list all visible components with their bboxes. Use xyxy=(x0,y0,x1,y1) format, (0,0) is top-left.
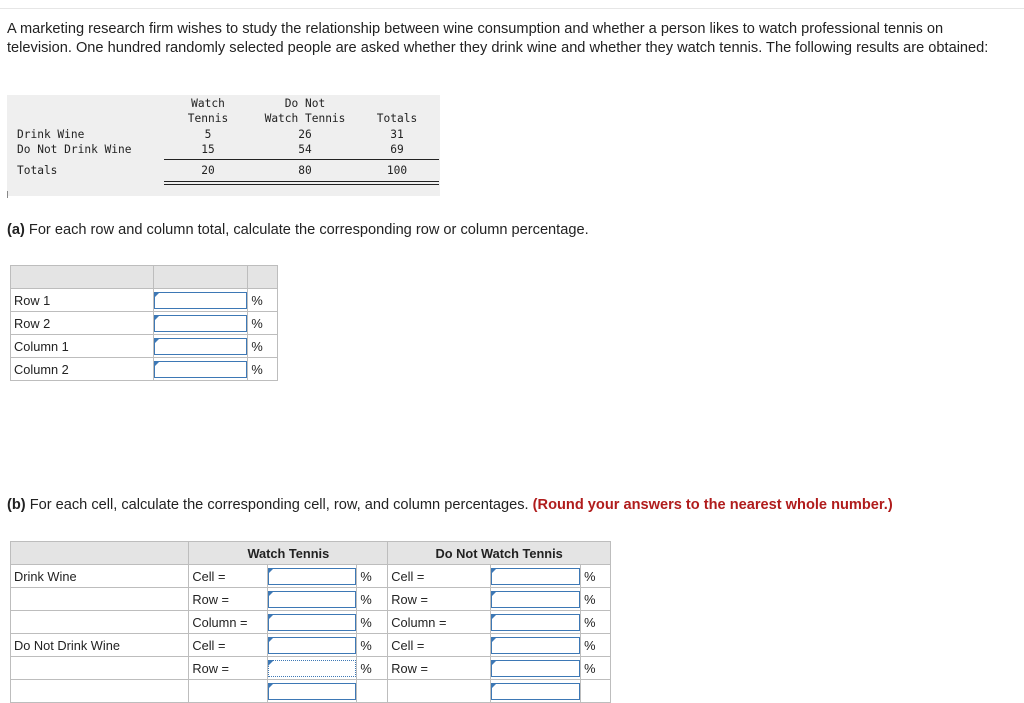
label-row: Row = xyxy=(388,588,491,611)
part-a-header-blank xyxy=(11,266,154,289)
row-label-totals: Totals xyxy=(17,164,58,177)
row-1-percent-input[interactable] xyxy=(154,292,248,309)
part-a-table xyxy=(10,265,278,381)
double-line-bottom xyxy=(164,184,439,185)
row-label-drink-wine: Drink Wine xyxy=(17,128,85,141)
row-label-not-drink: Do Not Drink Wine xyxy=(17,143,132,156)
row-label-blank xyxy=(11,657,189,680)
percent-sign: % xyxy=(248,312,278,335)
part-a-row-label: Column 2 xyxy=(11,358,154,381)
percent-blank xyxy=(357,680,388,703)
column-2-percent-input[interactable] xyxy=(154,361,248,378)
part-b-header-blank xyxy=(11,542,189,565)
row-label-blank xyxy=(11,588,189,611)
cell-drink-notwatch: 26 xyxy=(298,128,312,141)
drink-watch-row-input[interactable] xyxy=(268,591,357,608)
part-a-row-label: Column 1 xyxy=(11,335,154,358)
table-corner-mark xyxy=(7,191,8,198)
label-cell: Cell = xyxy=(189,565,267,588)
percent-sign: % xyxy=(357,657,388,680)
cell-notdrink-notwatch: 54 xyxy=(298,143,312,156)
col-header-watch-2: Tennis xyxy=(187,112,229,125)
part-b-table xyxy=(10,541,611,703)
problem-intro: A marketing research firm wishes to study the relationship between wine consumption and whether a person likes to watch professional tennis on television. One hundred randomly selected people are asked whether they drink wine and whether they watch tennis. The following results are obtained: xyxy=(7,21,989,56)
percent-sign: % xyxy=(248,289,278,312)
label-row: Row = xyxy=(189,657,267,680)
part-b-question xyxy=(7,497,893,513)
part-a-row-label: Row 1 xyxy=(11,289,154,312)
drink-notwatch-row-input[interactable] xyxy=(491,591,580,608)
label-column: Column = xyxy=(388,611,491,634)
row-label-blank xyxy=(11,611,189,634)
cell-drink-total: 31 xyxy=(390,128,404,141)
percent-sign: % xyxy=(357,588,388,611)
percent-blank xyxy=(581,680,611,703)
notdrink-watch-row-input[interactable] xyxy=(268,660,357,677)
label-row: Row = xyxy=(189,588,267,611)
part-a-header-blank xyxy=(153,266,248,289)
rounding-instruction: (Round your answers to the nearest whole number.) xyxy=(532,497,893,513)
label-row: Row = xyxy=(388,657,491,680)
part-a-header-blank xyxy=(248,266,278,289)
drink-watch-cell-input[interactable] xyxy=(268,568,357,585)
notdrink-notwatch-cell-input[interactable] xyxy=(491,637,580,654)
header-watch-tennis: Watch Tennis xyxy=(189,542,388,565)
percent-sign: % xyxy=(581,657,611,680)
part-b-text: For each cell, calculate the corresponding cell, row, and column percentages. xyxy=(29,497,529,513)
drink-watch-column-input[interactable] xyxy=(268,614,357,631)
part-a-question xyxy=(7,222,589,238)
label-cell: Cell = xyxy=(189,634,267,657)
col-header-notwatch-2: Watch Tennis xyxy=(264,112,346,125)
drink-notwatch-column-input[interactable] xyxy=(491,614,580,631)
col-header-notwatch-1: Do Not xyxy=(284,97,326,110)
header-do-not-watch-tennis: Do Not Watch Tennis xyxy=(388,542,611,565)
notdrink-watch-column-input[interactable] xyxy=(268,683,357,700)
percent-sign: % xyxy=(357,634,388,657)
label-blank xyxy=(189,680,267,703)
cell-notdrink-total: 69 xyxy=(390,143,404,156)
notdrink-notwatch-column-input[interactable] xyxy=(491,683,580,700)
label-cell: Cell = xyxy=(388,565,491,588)
top-divider xyxy=(0,8,1024,9)
contingency-table xyxy=(7,95,440,196)
cell-total-notwatch: 80 xyxy=(298,164,312,177)
col-header-watch-1: Watch xyxy=(191,97,225,110)
drink-notwatch-cell-input[interactable] xyxy=(491,568,580,585)
percent-sign: % xyxy=(248,335,278,358)
percent-sign: % xyxy=(248,358,278,381)
label-cell: Cell = xyxy=(388,634,491,657)
percent-sign: % xyxy=(357,611,388,634)
label-column: Column = xyxy=(189,611,267,634)
double-line-top xyxy=(164,181,439,182)
notdrink-notwatch-row-input[interactable] xyxy=(491,660,580,677)
part-b-label: (b) xyxy=(7,497,26,513)
percent-sign: % xyxy=(581,588,611,611)
column-1-percent-input[interactable] xyxy=(154,338,248,355)
row-label-blank xyxy=(11,680,189,703)
percent-sign: % xyxy=(581,611,611,634)
part-a-label: (a) xyxy=(7,222,25,238)
cell-notdrink-watch: 15 xyxy=(201,143,215,156)
col-header-totals: Totals xyxy=(376,112,418,125)
cell-total-watch: 20 xyxy=(201,164,215,177)
cell-drink-watch: 5 xyxy=(204,128,212,141)
part-a-row-label: Row 2 xyxy=(11,312,154,335)
notdrink-watch-cell-input[interactable] xyxy=(268,637,357,654)
cell-total-total: 100 xyxy=(386,164,408,177)
row-label-drink-wine: Drink Wine xyxy=(11,565,189,588)
sum-line xyxy=(164,159,439,160)
row-2-percent-input[interactable] xyxy=(154,315,248,332)
percent-sign: % xyxy=(581,634,611,657)
part-a-text: For each row and column total, calculate the corresponding row or column percentage. xyxy=(28,222,589,238)
label-blank xyxy=(388,680,491,703)
row-label-do-not-drink-wine: Do Not Drink Wine xyxy=(11,634,189,657)
percent-sign: % xyxy=(581,565,611,588)
percent-sign: % xyxy=(357,565,388,588)
